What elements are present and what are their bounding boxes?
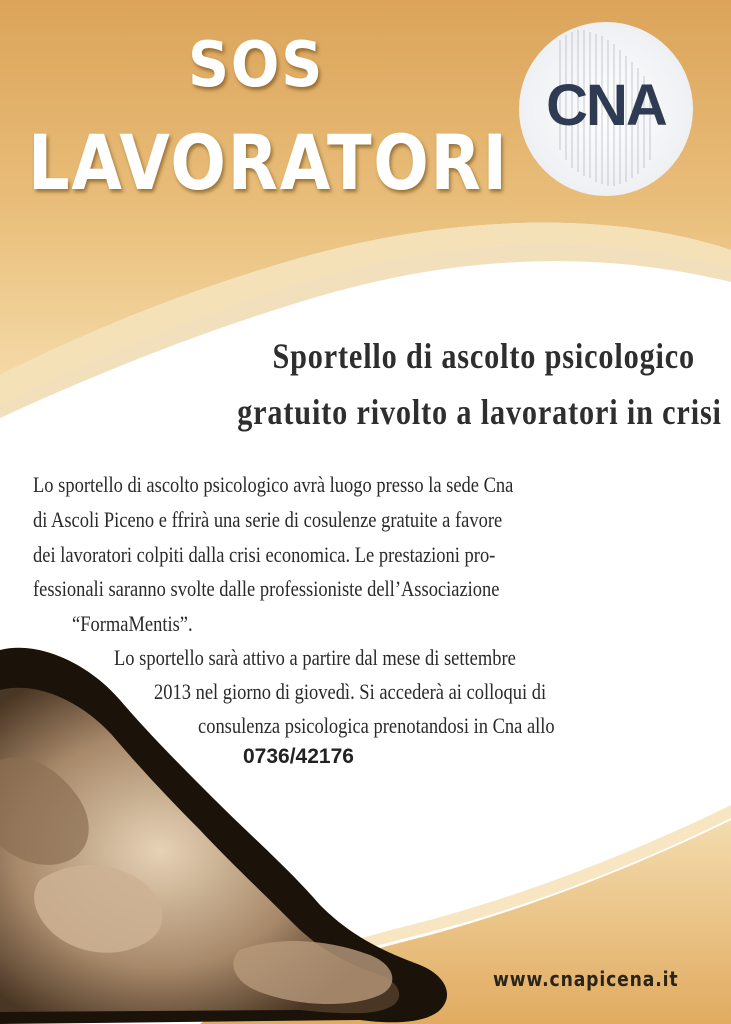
body-line: 2013 nel giorno di giovedì. Si accederà ai colloqui di: [154, 679, 547, 704]
cna-logo: CNA: [546, 73, 666, 138]
body-line: di Ascoli Piceno e ffrirà una serie di cosulenze gratuite a favore: [33, 507, 503, 532]
title-sos: SOS: [188, 28, 325, 101]
body-line: Lo sportello sarà attivo a partire dal mese di settembre: [114, 645, 516, 670]
title-lavoratori: LAVORATORI: [28, 118, 509, 207]
body-line: dei lavoratori colpiti dalla crisi economica. Le prestazioni pro-: [33, 542, 496, 567]
body-line: fessionali saranno svolte dalle professioniste dell’Associazione: [33, 576, 500, 601]
body-line: Lo sportello di ascolto psicologico avrà luogo presso la sede Cna: [33, 472, 514, 497]
body-line: “FormaMentis”.: [72, 611, 193, 636]
body-line: consulenza psicologica prenotandosi in Cna allo: [198, 713, 555, 738]
phone-number: 0736/42176: [243, 745, 354, 768]
subtitle-line-2: gratuito rivolto a lavoratori in crisi: [237, 392, 722, 432]
subtitle-line-1: Sportello di ascolto psicologico: [272, 336, 695, 376]
website-link[interactable]: www.cnapicena.it: [493, 967, 679, 991]
